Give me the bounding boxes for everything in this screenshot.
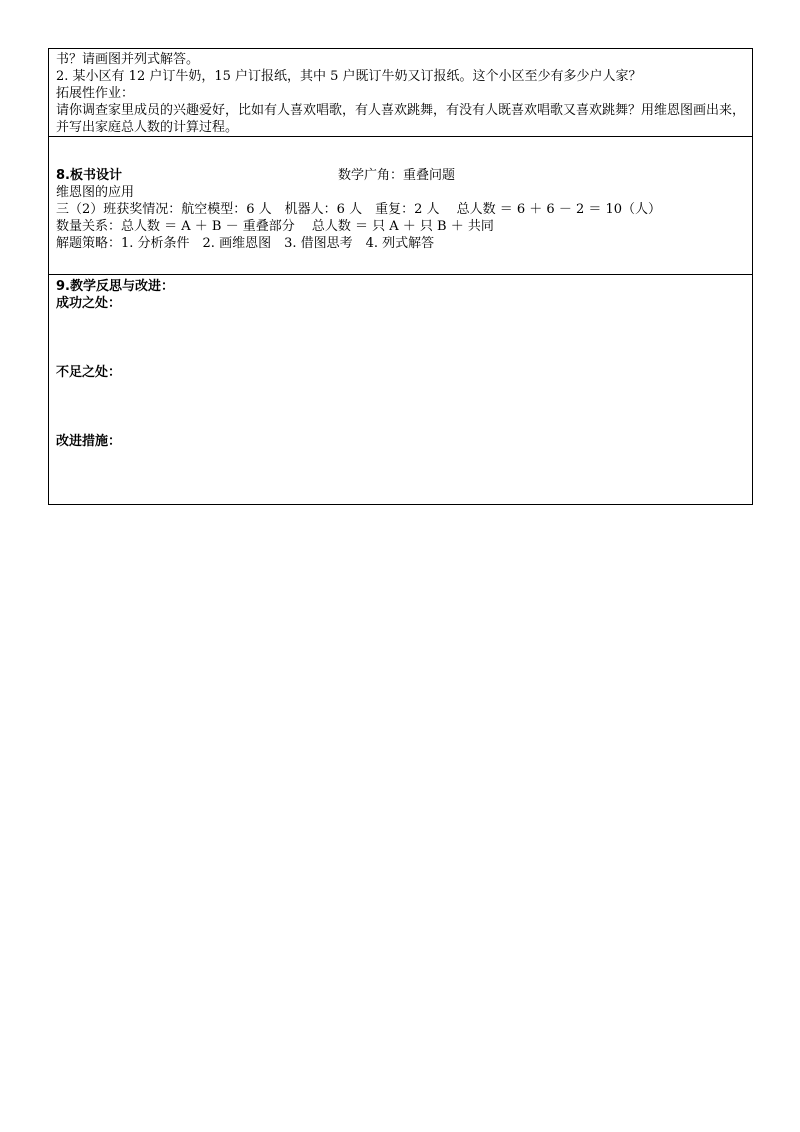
board-line-3: 数量关系：总人数 ＝ A ＋ B － 重叠部分 总人数 ＝ 只 A ＋ 只 B ＋ 共同 <box>56 219 494 234</box>
board-line-4: 解题策略：1. 分析条件 2. 画维恩图 3. 借图思考 4. 列式解答 <box>56 236 435 251</box>
board-line-1: 维恩图的应用 <box>56 185 135 200</box>
extension-label: 拓展性作业： <box>56 86 135 101</box>
shortcoming-label: 不足之处： <box>56 365 122 380</box>
board-design-title: 8.板书设计 <box>56 168 122 183</box>
reflection-cell <box>49 275 752 504</box>
board-design-cell <box>49 137 752 275</box>
homework-line-1: 书？请画图并列式解答。 <box>56 52 200 67</box>
shortcoming-blank-area <box>56 381 745 433</box>
lesson-plan-table <box>48 48 753 505</box>
homework-cell <box>49 49 752 137</box>
board-subject: 数学广角：重叠问题 <box>338 168 456 183</box>
extension-text: 请你调查家里成员的兴趣爱好，比如有人喜欢唱歌，有人喜欢跳舞，有没有人既喜欢唱歌又喜欢跳舞？用维恩图画出来，并写出家庭总人数的计算过程。 <box>56 103 746 135</box>
board-header-row <box>56 167 745 184</box>
improvement-label: 改进措施： <box>56 434 122 449</box>
board-line-2: 三（2）班获奖情况：航空模型：6 人 机器人：6 人 重复：2 人 总人数 ＝ 6 ＋ 6 － 2 ＝ 10（人） <box>56 202 662 217</box>
success-blank-area <box>56 312 745 364</box>
homework-line-2: 2. 某小区有 12 户订牛奶，15 户订报纸，其中 5 户既订牛奶又订报纸。这个小区至少有多少户人家？ <box>56 69 642 84</box>
reflection-title: 9.教学反思与改进： <box>56 279 174 294</box>
success-label: 成功之处： <box>56 296 122 311</box>
